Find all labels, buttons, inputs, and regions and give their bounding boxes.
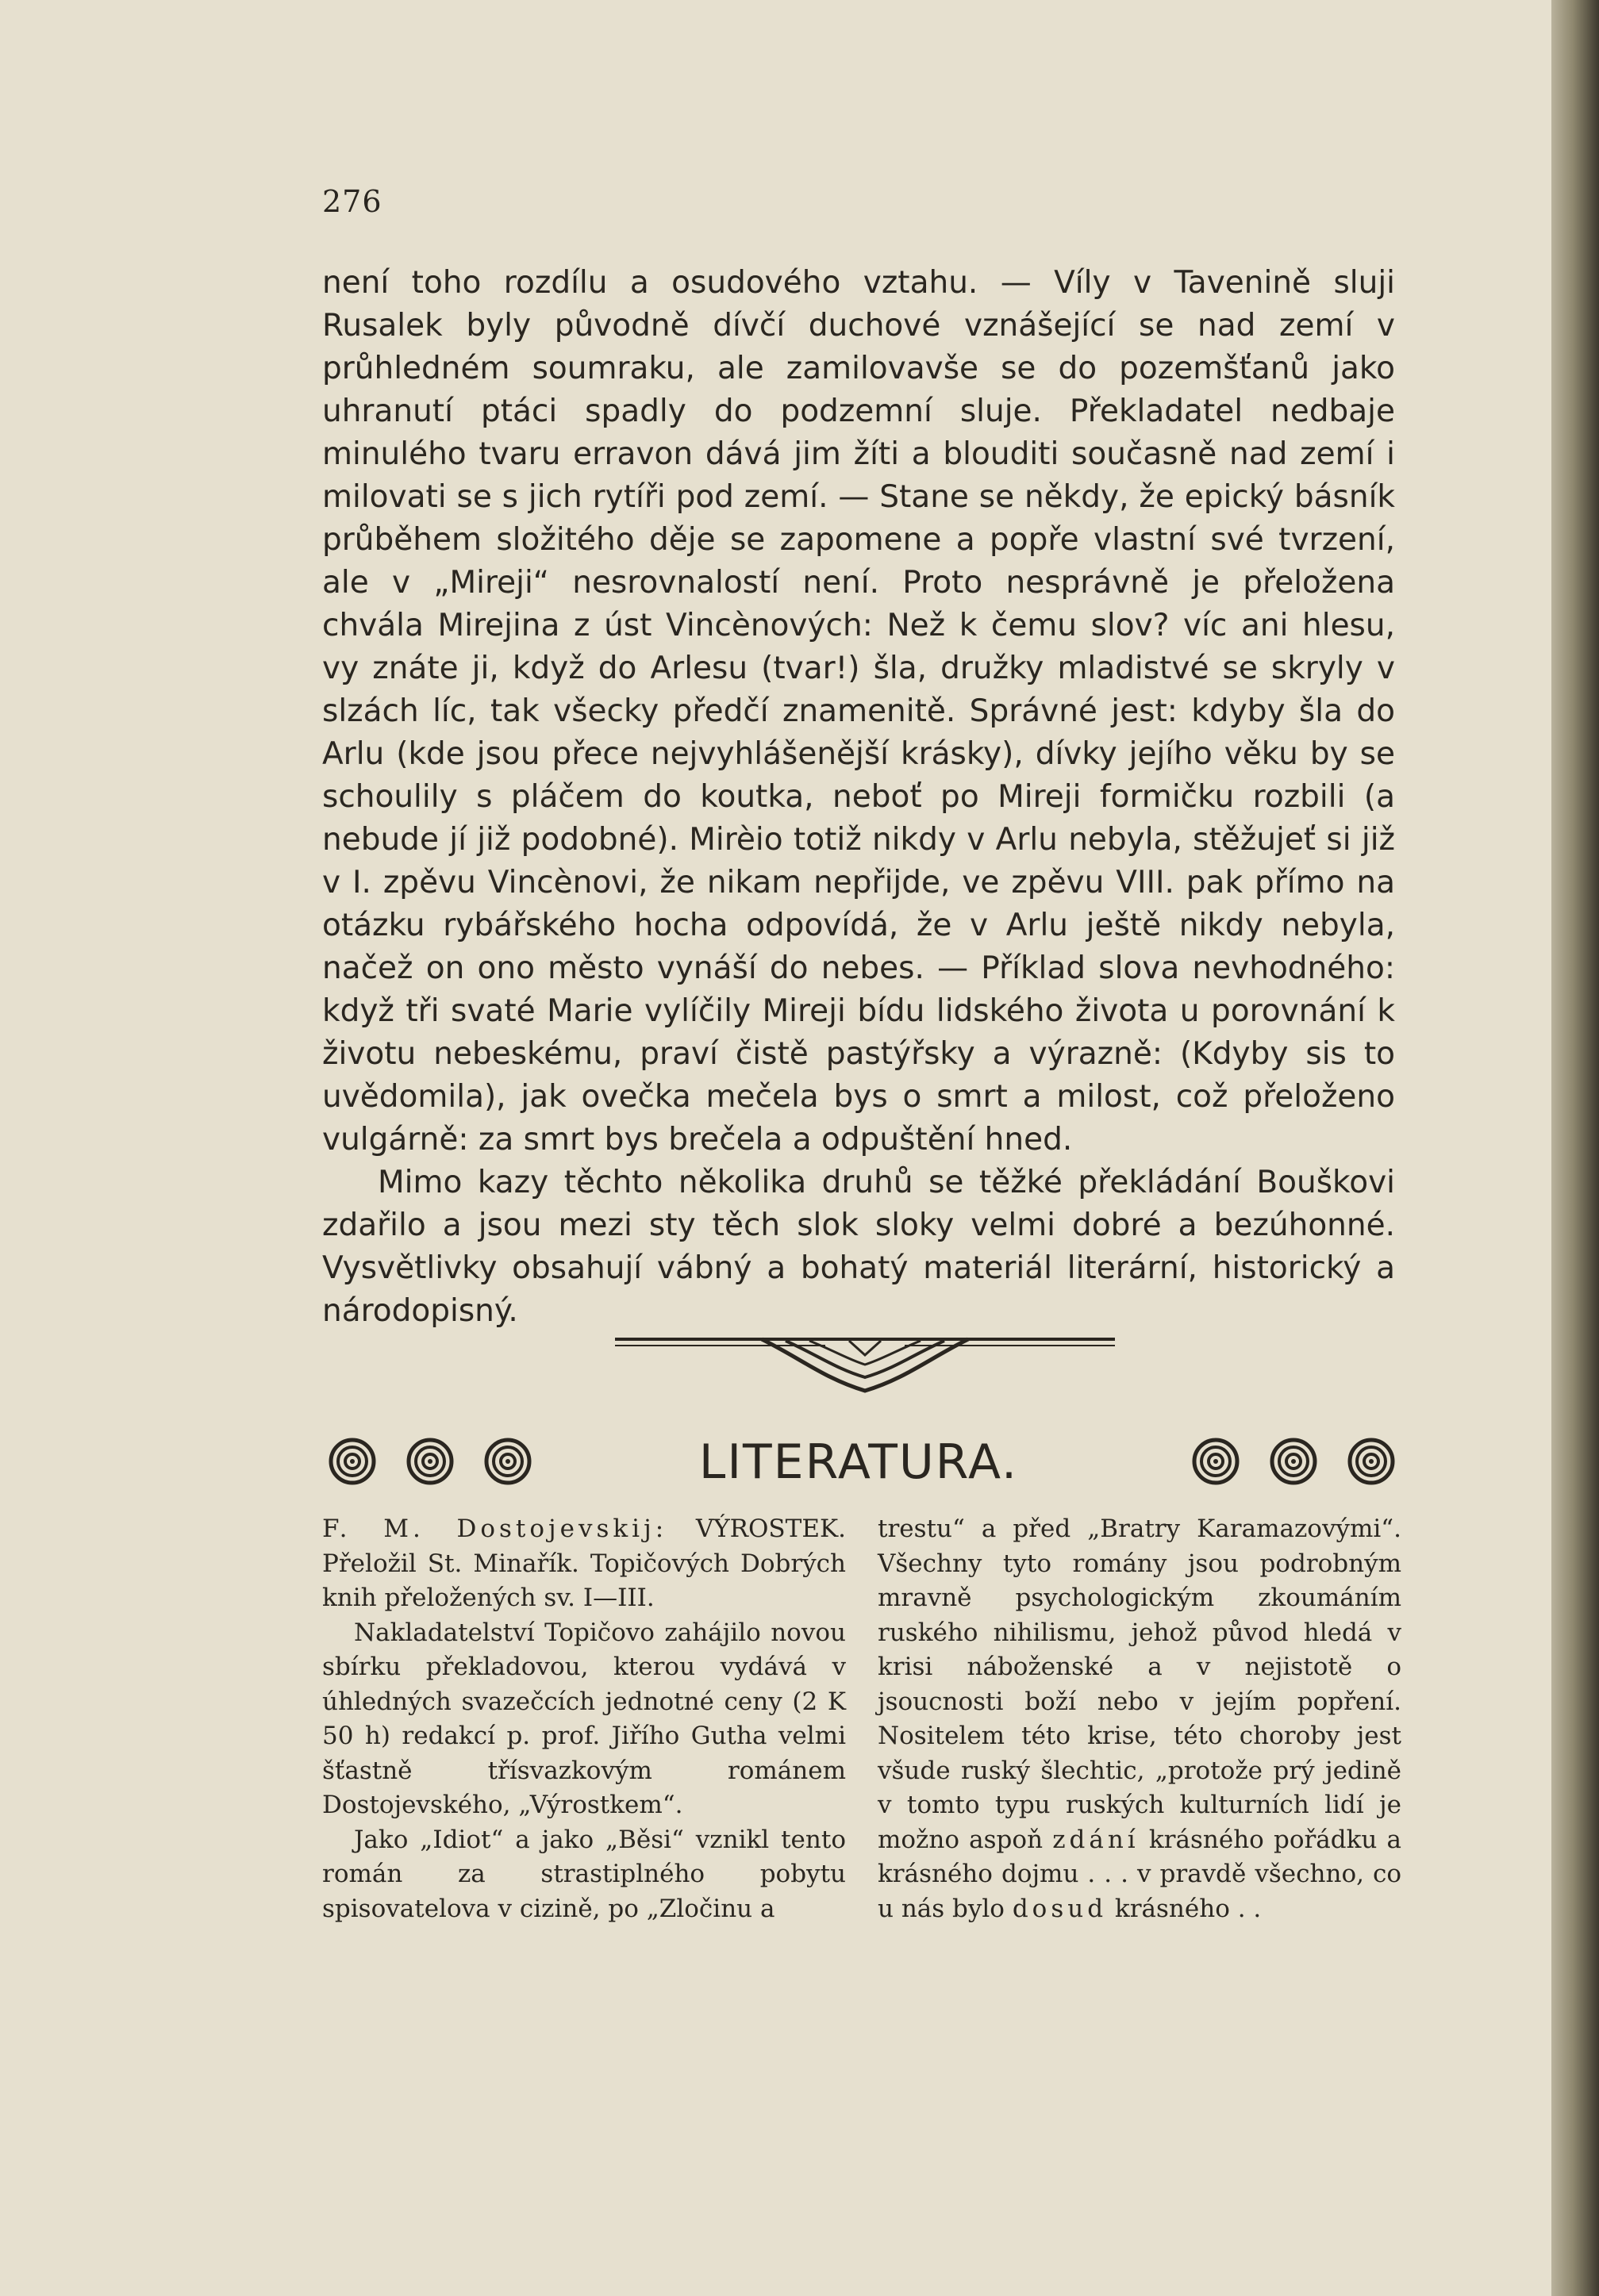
review-columns (322, 1512, 1401, 1926)
review-paragraph-1: Nakladatelství Topičovo zahájilo novou sbírku překladovou, kterou vydává v úhledných svazečcích jednotné ceny (2 K 50 h) redakcí p. prof. Jiřího Gutha velmi šťastně třísvazkovým románem Dostojevského, „Výrostkem“. (322, 1618, 846, 1819)
review-spaced-word-2: dosud (1012, 1894, 1108, 1923)
rosette-icon (1347, 1438, 1395, 1485)
review-text-part-1: trestu“ a před „Bratry Karamazovými“. Všechny tyto romány jsou podrobným mravně psychologickým zkoumáním ruského nihilismu, jehož původ hledá v krisi náboženské a v nejistotě o jsoucnosti boží nebo v jejím popření. Nositelem této krise, této choroby jest všude ruský šlechtic, „protože prý jedině v tomto typu ruských kulturních lidí je možno aspoň (878, 1515, 1401, 1854)
review-paragraph-2: Jako „Idiot“ a jako „Běsi“ vznikl tento román za strastiplného pobytu spisovatelova v cizině, po „Zločinu a (322, 1825, 846, 1923)
review-book-title: VÝROSTEK. (695, 1515, 846, 1543)
rosette-icon (1192, 1438, 1240, 1485)
main-paragraph-1: není toho rozdílu a osudového vztahu. — Víly v Tavenině sluji Rusalek byly původně dívčí duchové vznášející se nad zemí v průhledném soumraku, ale zamilovavše se do pozemšťanů jako uhranutí ptáci spadly do podzemní sluje. Překladatel nedbaje minulého tvaru erravon dává jim žíti a blouditi současně nad zemí i milovati se s jich rytíři pod zemí. — Stane se někdy, že epický básník průběhem složitého děje se zapomene a popře vlastní své tvrzení, ale v „Mireji“ nesrovnalostí není. Proto nesprávně je přeložena chvála Mirejina z úst Vincènových: Než k čemu slov? víc ani hlesu, vy znáte ji, když do Arlesu (tvar!) šla, družky mladistvé se skryly v slzách líc, tak všecky předčí znamenitě. Správné jest: kdyby šla do Arlu (kde jsou přece nejvyhlášenější krásky), dívky jejího věku by se schoulily s pláčem do koutka, neboť po Mireji formičku rozbili (a nebude jí již podobné). Mirèio totiž nikdy v Arlu nebyla, stěžujeť si již v I. zpěvu Vincènovi, že nikam nepřijde, ve zpěvu VIII. pak přímo na otázku rybářského hocha odpovídá, že v Arlu ještě nikdy nebyla, načež on ono město vynáší do nebes. — Příklad slova nevhodného: když tři svaté Marie vylíčily Mireji bídu lidského života u porovnání k životu nebeskému, praví čistě pastýřsky a výrazně: (Kdyby sis to uvědomila), jak ovečka mečela bys o smrt a milost, což přeloženo vulgárně: za smrt bys brečela a odpuštění hned. (322, 265, 1395, 1158)
review-author: F. M. Dostojevskij: (322, 1515, 668, 1543)
book-edge (1551, 0, 1599, 2296)
review-spaced-word-1: zdání (1052, 1825, 1140, 1854)
review-paragraph-continued (878, 1512, 1401, 1926)
page-number: 276 (322, 184, 382, 219)
main-paragraph-2: Mimo kazy těchto několika druhů se těžké překládání Bouškovi zdařilo a jsou mezi sty těch slok sloky velmi dobré a bezúhonné. Vysvětlivky obsahují vábný a bohatý materiál literární, historický a národopisný. (322, 1165, 1395, 1329)
ornament-divider-icon (611, 1323, 1119, 1403)
review-heading (322, 1512, 846, 1616)
rosette-icon (1270, 1438, 1317, 1485)
main-text (322, 262, 1395, 1333)
section-title: LITERATURA. (698, 1434, 1019, 1490)
rosettes-right (1192, 1438, 1395, 1485)
review-text-part-2: krásného pořádku a krásného dojmu . . . v pravdě všechno, co u nás bylo (878, 1825, 1401, 1923)
review-column-left (322, 1512, 846, 1926)
review-text-part-3: krásného . . (1114, 1894, 1262, 1923)
review-column-right (878, 1512, 1401, 1926)
section-header (322, 1428, 1395, 1499)
review-publication: Přeložil St. Minařík. Topičových Dobrých knih přeložených sv. I—III. (322, 1549, 846, 1612)
